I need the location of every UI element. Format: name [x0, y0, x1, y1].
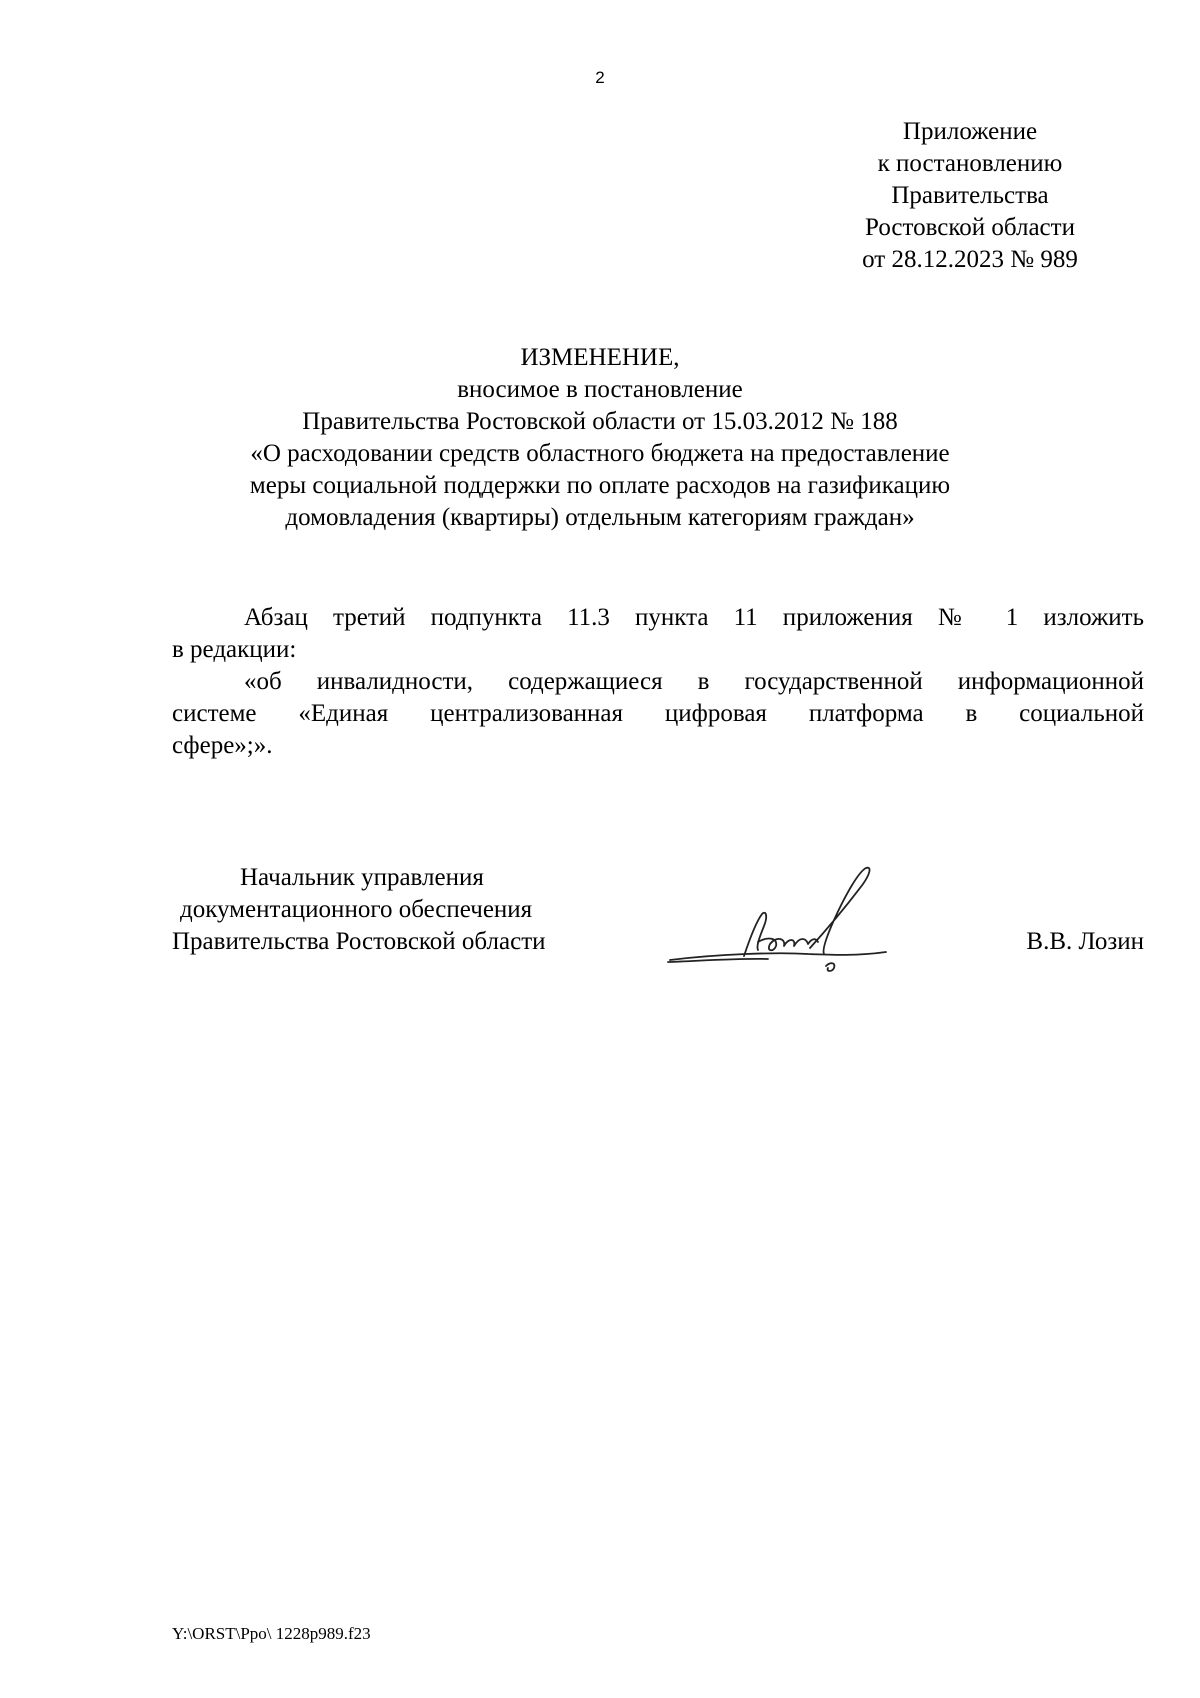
paragraph-line: системе «Единая централизованная цифровая платформа в социальной — [172, 700, 1144, 727]
heading-line: Правительства Ростовской области от 15.03.2012 № 188 — [302, 408, 898, 435]
signatory-name: В.В. Лозин — [1026, 928, 1144, 955]
heading-line: «О расходовании средств областного бюджета на предоставление — [250, 440, 950, 467]
appendix-line: от 28.12.2023 № 989 — [862, 246, 1078, 273]
page-number: 2 — [595, 68, 605, 87]
appendix-line: Приложение — [902, 118, 1038, 145]
position-line: Правительства Ростовской области — [172, 928, 546, 955]
appendix-line: Ростовской области — [865, 214, 1075, 241]
heading-line: меры социальной поддержки по оплате расходов на газификацию — [249, 472, 951, 499]
appendix-header — [830, 116, 1110, 276]
heading-line: вносимое в постановление — [457, 376, 743, 403]
position-line: документационного обеспечения — [180, 896, 533, 923]
file-path-footer: Y:\ORST\Ppo\ 1228p989.f23 — [172, 1624, 371, 1643]
document-body — [172, 602, 1144, 762]
appendix-line: Правительства — [891, 182, 1049, 209]
paragraph-line: в редакции: — [172, 636, 297, 663]
paragraph-new-wording — [172, 666, 1144, 762]
paragraph-line: Абзац третий подпункта 11.3 пункта 11 приложения № 1 изложить — [244, 604, 1144, 631]
position-line: Начальник управления — [240, 864, 484, 891]
document-heading — [174, 342, 1026, 534]
paragraph-amendment-instruction — [172, 602, 1144, 666]
paragraph-line: сфере»;». — [172, 732, 273, 759]
paragraph-line: «об инвалидности, содержащиеся в государственной информационной — [244, 668, 1144, 695]
heading-line: домовладения (квартиры) отдельным категориям граждан» — [285, 504, 915, 531]
signatory-position — [172, 862, 602, 958]
appendix-line: к постановлению — [877, 150, 1063, 177]
handwritten-signature — [658, 858, 948, 978]
heading-title: ИЗМЕНЕНИЕ, — [520, 344, 680, 371]
